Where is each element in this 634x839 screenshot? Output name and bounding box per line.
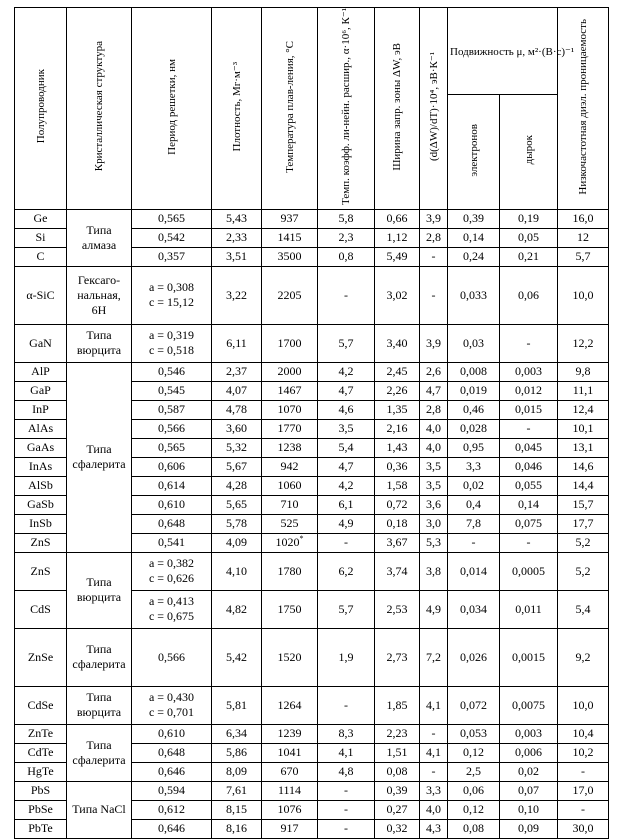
semiconductor-cell: HgTe [15,762,67,781]
bandgap-cell: 1,35 [375,400,420,419]
lattice-cell [132,324,212,362]
mobility-holes-cell: 0,10 [500,800,558,819]
bandgap-cell: 2,73 [375,628,420,686]
permittivity-cell: 15,7 [558,495,609,514]
mobility-electrons-cell: 0,053 [448,724,500,743]
mobility-electrons-cell: 0,06 [448,781,500,800]
bandgap-cell: 1,43 [375,438,420,457]
mobility-electrons-cell: 0,95 [448,438,500,457]
mobility-holes-cell: 0,21 [500,247,558,266]
dgap-cell: 4,0 [420,800,448,819]
lattice-cell: 0,357 [132,247,212,266]
dgap-cell: 2,6 [420,362,448,381]
structure-cell: Типа сфалерита [67,724,132,781]
density-cell: 8,09 [212,762,262,781]
semiconductor-cell: CdS [15,590,67,628]
density-cell: 6,34 [212,724,262,743]
header-density: Плотность, Мг·м⁻³ [212,8,262,210]
density-cell: 5,81 [212,686,262,724]
semiconductor-cell: ZnTe [15,724,67,743]
density-cell: 2,33 [212,228,262,247]
lattice-cell: 0,545 [132,381,212,400]
semiconductor-cell: AlP [15,362,67,381]
mobility-electrons-cell: 3,3 [448,457,500,476]
melting-cell: 1700 [262,324,318,362]
semiconductor-cell: GaSb [15,495,67,514]
bandgap-cell: 0,36 [375,457,420,476]
bandgap-cell: 3,02 [375,266,420,324]
bandgap-cell: 1,12 [375,228,420,247]
mobility-electrons-cell: 0,014 [448,552,500,590]
density-cell: 6,11 [212,324,262,362]
permittivity-cell: 12,2 [558,324,609,362]
semiconductor-cell: C [15,247,67,266]
expansion-cell: - [318,533,375,552]
expansion-cell: 4,2 [318,476,375,495]
mobility-holes-cell: 0,045 [500,438,558,457]
mobility-holes-cell: 0,046 [500,457,558,476]
mobility-electrons-cell: 0,24 [448,247,500,266]
dgap-cell: 4,0 [420,419,448,438]
header-dgap: (d(ΔW)/dT)·10⁴, эВ·К⁻¹ [420,8,448,210]
melting-cell: 1239 [262,724,318,743]
lattice-c-value: c = 0,701 [148,705,195,720]
density-cell: 4,10 [212,552,262,590]
expansion-cell: 5,7 [318,324,375,362]
melting-cell: 1238 [262,438,318,457]
permittivity-cell: 17,7 [558,514,609,533]
mobility-holes-cell: 0,006 [500,743,558,762]
bandgap-cell: 3,74 [375,552,420,590]
density-cell: 4,07 [212,381,262,400]
mobility-electrons-cell: 0,072 [448,686,500,724]
lattice-a-value: a = 0,413 [148,594,195,609]
semiconductor-cell: PbSe [15,800,67,819]
semiconductor-cell: AlSb [15,476,67,495]
melting-cell: 1070 [262,400,318,419]
density-cell: 3,60 [212,419,262,438]
lattice-cell: 0,546 [132,362,212,381]
semiconductor-cell: ZnSe [15,628,67,686]
bandgap-cell: 2,45 [375,362,420,381]
melting-cell: 942 [262,457,318,476]
dgap-cell: 5,3 [420,533,448,552]
expansion-cell: - [318,800,375,819]
header-semiconductor: Полупроводник [15,8,67,210]
bandgap-cell: 0,39 [375,781,420,800]
density-cell: 5,78 [212,514,262,533]
lattice-cell: 0,612 [132,800,212,819]
mobility-electrons-cell: 0,033 [448,266,500,324]
dgap-cell: 4,1 [420,686,448,724]
melting-cell: 1750 [262,590,318,628]
expansion-cell: 4,7 [318,381,375,400]
permittivity-cell: 5,7 [558,247,609,266]
table-row [15,324,609,362]
density-cell: 4,09 [212,533,262,552]
structure-cell: Гексаго-нальная, 6H [67,266,132,324]
expansion-cell: 6,2 [318,552,375,590]
structure-cell: Типа вюрцита [67,324,132,362]
footnote-mark: * [299,534,304,544]
expansion-cell: 5,4 [318,438,375,457]
semiconductor-cell: Ge [15,209,67,228]
header-mobility-holes: дырок [500,95,558,210]
lattice-c-value: c = 0,626 [148,571,195,586]
bandgap-cell: 2,53 [375,590,420,628]
header-melting: Температура плав-ления, °С [262,8,318,210]
semiconductor-cell: ZnS [15,552,67,590]
mobility-holes-cell: 0,14 [500,495,558,514]
bandgap-cell: 2,26 [375,381,420,400]
lattice-a-value: a = 0,382 [148,556,195,571]
table-row [15,266,609,324]
mobility-electrons-cell: 0,4 [448,495,500,514]
dgap-cell: - [420,724,448,743]
semiconductor-cell: PbS [15,781,67,800]
density-cell: 4,82 [212,590,262,628]
mobility-holes-cell: 0,0075 [500,686,558,724]
expansion-cell: 4,9 [318,514,375,533]
melting-cell: 2000 [262,362,318,381]
melting-cell: 525 [262,514,318,533]
bandgap-cell: 2,23 [375,724,420,743]
structure-cell: Типа сфалерита [67,628,132,686]
lattice-cell: 0,565 [132,209,212,228]
mobility-holes-cell: 0,015 [500,400,558,419]
melting-cell: 1780 [262,552,318,590]
melting-cell: 3500 [262,247,318,266]
lattice-cell: 0,565 [132,438,212,457]
dgap-cell: 3,9 [420,324,448,362]
melting-cell [262,533,318,552]
dgap-cell: 3,6 [420,495,448,514]
mobility-holes-cell: - [500,533,558,552]
mobility-electrons-cell: 0,034 [448,590,500,628]
permittivity-cell: 10,2 [558,743,609,762]
mobility-electrons-cell: 0,028 [448,419,500,438]
melting-cell: 1770 [262,419,318,438]
expansion-cell: 8,3 [318,724,375,743]
melting-cell: 917 [262,819,318,838]
melting-cell: 710 [262,495,318,514]
mobility-electrons-cell: - [448,533,500,552]
table-row [15,686,609,724]
mobility-holes-cell: 0,012 [500,381,558,400]
semiconductor-cell: CdTe [15,743,67,762]
permittivity-cell: 10,1 [558,419,609,438]
bandgap-cell: 0,18 [375,514,420,533]
structure-cell: Типа вюрцита [67,686,132,724]
semiconductor-cell: InP [15,400,67,419]
semiconductor-cell: GaN [15,324,67,362]
mobility-holes-cell: 0,0005 [500,552,558,590]
header-mobility: Подвижность μ, м²·(В·с)⁻¹ [448,8,558,95]
permittivity-cell: 14,4 [558,476,609,495]
bandgap-cell: 0,32 [375,819,420,838]
permittivity-cell: 13,1 [558,438,609,457]
lattice-cell: 0,646 [132,762,212,781]
dgap-cell: 4,0 [420,438,448,457]
expansion-cell: 4,7 [318,457,375,476]
mobility-electrons-cell: 0,14 [448,228,500,247]
dgap-cell: 4,9 [420,590,448,628]
permittivity-cell: 16,0 [558,209,609,228]
melting-cell: 1060 [262,476,318,495]
melting-cell: 1076 [262,800,318,819]
mobility-holes-cell: 0,075 [500,514,558,533]
mobility-holes-cell: - [500,419,558,438]
lattice-cell: 0,614 [132,476,212,495]
lattice-c-value: c = 0,675 [148,609,195,624]
melting-cell: 937 [262,209,318,228]
density-cell: 8,15 [212,800,262,819]
mobility-holes-cell: 0,07 [500,781,558,800]
permittivity-cell: 12,4 [558,400,609,419]
dgap-cell: 4,1 [420,743,448,762]
lattice-a-value: a = 0,308 [148,280,195,295]
permittivity-cell: 12 [558,228,609,247]
dgap-cell: - [420,247,448,266]
expansion-cell: - [318,686,375,724]
expansion-cell: 6,1 [318,495,375,514]
mobility-holes-cell: 0,09 [500,819,558,838]
semiconductor-cell: ZnS [15,533,67,552]
semiconductor-properties-sheet [14,7,609,839]
dgap-cell: 3,5 [420,476,448,495]
table-row [15,781,609,800]
permittivity-cell: 10,0 [558,686,609,724]
mobility-electrons-cell: 0,026 [448,628,500,686]
bandgap-cell: 3,40 [375,324,420,362]
table-row [15,209,609,228]
expansion-cell: 4,6 [318,400,375,419]
melting-cell: 1467 [262,381,318,400]
mobility-holes-cell: - [500,324,558,362]
dgap-cell: 2,8 [420,228,448,247]
dgap-cell: 4,7 [420,381,448,400]
structure-cell: Типа вюрцита [67,552,132,628]
bandgap-cell: 0,72 [375,495,420,514]
mobility-electrons-cell: 0,12 [448,800,500,819]
melting-cell: 1264 [262,686,318,724]
lattice-a-value: a = 0,430 [148,690,195,705]
density-cell: 2,37 [212,362,262,381]
bandgap-cell: 0,66 [375,209,420,228]
expansion-cell: - [318,781,375,800]
lattice-cell: 0,566 [132,628,212,686]
density-cell: 4,28 [212,476,262,495]
dgap-cell: 3,8 [420,552,448,590]
density-cell: 7,61 [212,781,262,800]
mobility-electrons-cell: 7,8 [448,514,500,533]
mobility-holes-cell: 0,05 [500,228,558,247]
lattice-cell: 0,606 [132,457,212,476]
mobility-electrons-cell: 0,12 [448,743,500,762]
semiconductor-cell: PbTe [15,819,67,838]
expansion-cell: 5,7 [318,590,375,628]
dgap-cell: - [420,266,448,324]
dgap-cell: 4,3 [420,819,448,838]
permittivity-cell: 9,2 [558,628,609,686]
mobility-electrons-cell: 0,39 [448,209,500,228]
expansion-cell: 4,2 [318,362,375,381]
melting-cell: 2205 [262,266,318,324]
dgap-cell: 3,5 [420,457,448,476]
mobility-electrons-cell: 0,02 [448,476,500,495]
density-cell: 5,42 [212,628,262,686]
density-cell: 3,22 [212,266,262,324]
header-permittivity: Низкочастотная диэл. проницаемость [558,8,609,210]
permittivity-cell: 10,0 [558,266,609,324]
lattice-cell: 0,648 [132,514,212,533]
permittivity-cell: 17,0 [558,781,609,800]
bandgap-cell: 0,27 [375,800,420,819]
bandgap-cell: 5,49 [375,247,420,266]
dgap-cell: 2,8 [420,400,448,419]
bandgap-cell: 3,67 [375,533,420,552]
structure-cell: Типа NaCl [67,781,132,838]
semiconductor-cell: α-SiC [15,266,67,324]
lattice-cell: 0,566 [132,419,212,438]
semiconductor-cell: Si [15,228,67,247]
melting-cell: 1520 [262,628,318,686]
semiconductor-cell: GaP [15,381,67,400]
permittivity-cell: 30,0 [558,819,609,838]
dgap-cell: - [420,762,448,781]
header-structure: Кристаллическая структура [67,8,132,210]
dgap-cell: 7,2 [420,628,448,686]
lattice-cell [132,266,212,324]
semiconductor-cell: GaAs [15,438,67,457]
lattice-cell [132,590,212,628]
permittivity-cell: - [558,762,609,781]
mobility-holes-cell: 0,0015 [500,628,558,686]
density-cell: 8,16 [212,819,262,838]
density-cell: 5,67 [212,457,262,476]
header-bandgap: Ширина запр. зоны ΔW, эВ [375,8,420,210]
density-cell: 5,32 [212,438,262,457]
permittivity-cell: - [558,800,609,819]
permittivity-cell: 5,2 [558,533,609,552]
expansion-cell: 0,8 [318,247,375,266]
bandgap-cell: 2,16 [375,419,420,438]
expansion-cell: 5,8 [318,209,375,228]
melting-value: 1020 [275,535,300,550]
semiconductor-cell: CdSe [15,686,67,724]
table-row [15,362,609,381]
mobility-electrons-cell: 0,008 [448,362,500,381]
semiconductor-cell: InAs [15,457,67,476]
lattice-cell [132,686,212,724]
lattice-a-value: a = 0,319 [148,328,195,343]
permittivity-cell: 14,6 [558,457,609,476]
mobility-holes-cell: 0,02 [500,762,558,781]
semiconductor-cell: AlAs [15,419,67,438]
mobility-holes-cell: 0,003 [500,724,558,743]
lattice-c-value: c = 0,518 [148,343,195,358]
density-cell: 5,43 [212,209,262,228]
lattice-cell: 0,646 [132,819,212,838]
header-expansion: Темп. коэфф. ли-нейн. расшир., α·10⁶, К⁻¹ [318,8,375,210]
lattice-cell: 0,594 [132,781,212,800]
expansion-cell: 4,1 [318,743,375,762]
dgap-cell: 3,9 [420,209,448,228]
semiconductor-properties-table [14,7,609,839]
dgap-cell: 3,3 [420,781,448,800]
lattice-cell: 0,542 [132,228,212,247]
lattice-c-value: c = 15,12 [148,295,195,310]
melting-cell: 1041 [262,743,318,762]
density-cell: 3,51 [212,247,262,266]
table-row [15,628,609,686]
mobility-electrons-cell: 0,46 [448,400,500,419]
table-row [15,552,609,590]
mobility-electrons-cell: 0,019 [448,381,500,400]
density-cell: 4,78 [212,400,262,419]
mobility-holes-cell: 0,055 [500,476,558,495]
lattice-cell [132,552,212,590]
expansion-cell: 1,9 [318,628,375,686]
mobility-electrons-cell: 2,5 [448,762,500,781]
mobility-electrons-cell: 0,03 [448,324,500,362]
permittivity-cell: 10,4 [558,724,609,743]
structure-cell: Типа сфалерита [67,362,132,552]
expansion-cell: - [318,819,375,838]
bandgap-cell: 1,58 [375,476,420,495]
permittivity-cell: 9,8 [558,362,609,381]
lattice-cell: 0,648 [132,743,212,762]
expansion-cell: 4,8 [318,762,375,781]
mobility-holes-cell: 0,19 [500,209,558,228]
expansion-cell: - [318,266,375,324]
bandgap-cell: 1,85 [375,686,420,724]
table-row [15,724,609,743]
expansion-cell: 2,3 [318,228,375,247]
permittivity-cell: 11,1 [558,381,609,400]
lattice-cell: 0,541 [132,533,212,552]
mobility-electrons-cell: 0,08 [448,819,500,838]
structure-cell: Типа алмаза [67,209,132,266]
density-cell: 5,86 [212,743,262,762]
mobility-holes-cell: 0,06 [500,266,558,324]
expansion-cell: 3,5 [318,419,375,438]
bandgap-cell: 1,51 [375,743,420,762]
mobility-holes-cell: 0,003 [500,362,558,381]
melting-cell: 1415 [262,228,318,247]
lattice-cell: 0,587 [132,400,212,419]
bandgap-cell: 0,08 [375,762,420,781]
lattice-cell: 0,610 [132,724,212,743]
dgap-cell: 3,0 [420,514,448,533]
semiconductor-cell: InSb [15,514,67,533]
header-mobility-electrons: электронов [448,95,500,210]
permittivity-cell: 5,2 [558,552,609,590]
melting-cell: 1114 [262,781,318,800]
header-lattice: Период решетки, нм [132,8,212,210]
mobility-holes-cell: 0,011 [500,590,558,628]
melting-cell: 670 [262,762,318,781]
density-cell: 5,65 [212,495,262,514]
lattice-cell: 0,610 [132,495,212,514]
permittivity-cell: 5,4 [558,590,609,628]
